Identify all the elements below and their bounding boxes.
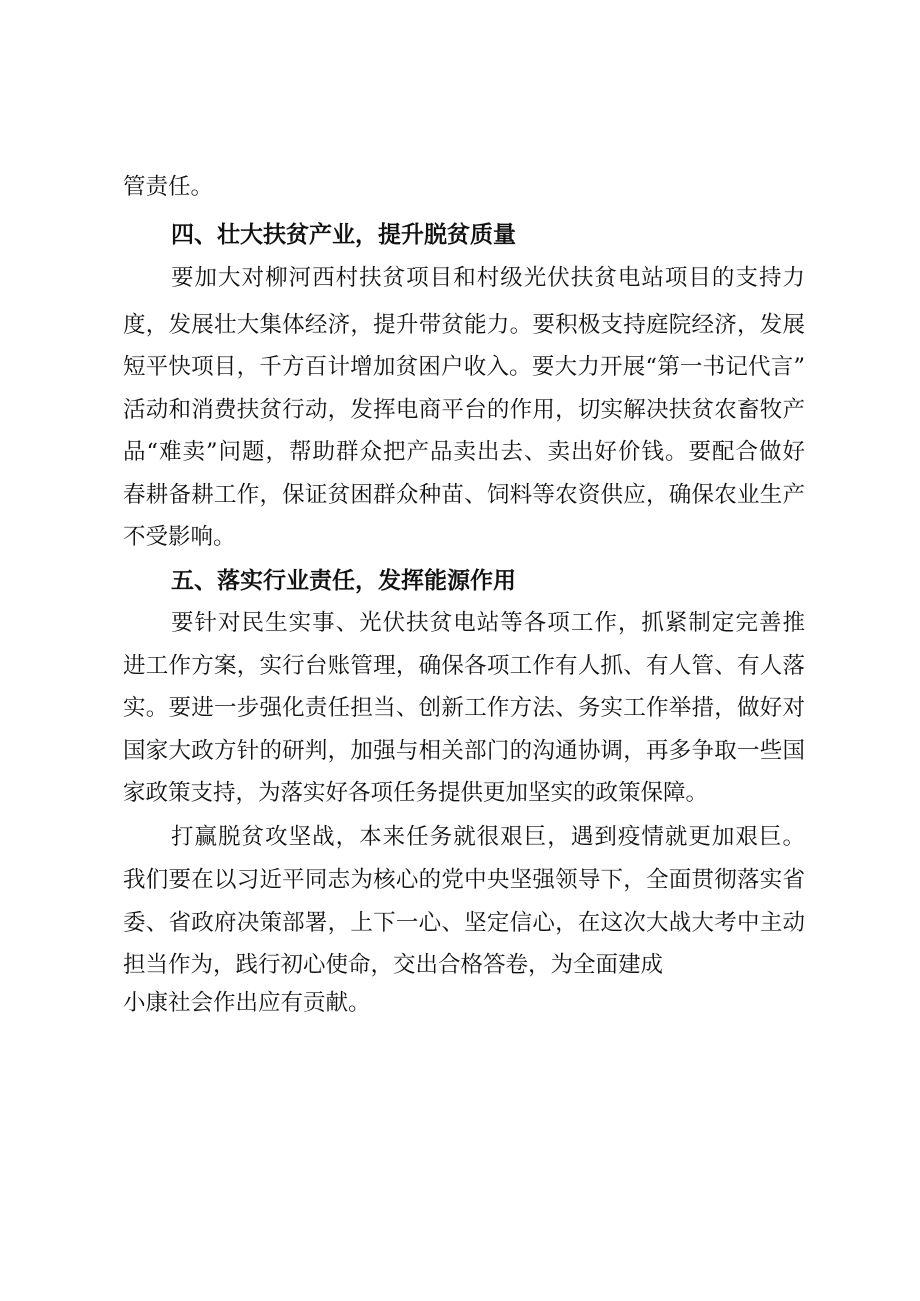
paragraph-line: 要加大对柳河西村扶贫项目和村级光伏扶贫电站项目的支持力 <box>171 265 805 291</box>
paragraph-line: 进工作方案，实行台账管理，确保各项工作有人抓、有人管、有人落 <box>123 653 805 679</box>
carryover-line: 管责任。 <box>123 174 214 200</box>
paragraph-line: 担当作为，践行初心使命，交出合格答卷，为全面建成 <box>123 952 664 978</box>
paragraph-line: 国家大政方针的研判，加强与相关部门的沟通协调，再多争取一些国 <box>123 738 805 764</box>
paragraph-line: 不受影响。 <box>123 524 236 550</box>
paragraph-line: 度，发展壮大集体经济，提升带贫能力。要积极支持庭院经济，发展 <box>123 312 805 338</box>
paragraph-line: 春耕备耕工作，保证贫困群众种苗、饲料等农资供应，确保农业生产 <box>123 482 805 508</box>
paragraph-line: 要针对民生实事、光伏扶贫电站等各项工作，抓紧制定完善推 <box>171 610 805 636</box>
paragraph-line: 委、省政府决策部署，上下一心、坚定信心，在这次大战大考中主动 <box>123 910 805 936</box>
paragraph-line: 活动和消费扶贫行动，发挥电商平台的作用，切实解决扶贫农畜牧产 <box>123 397 805 423</box>
paragraph-line: 品“难卖”问题，帮助群众把产品卖出去、卖出好价钱。要配合做好 <box>123 439 805 465</box>
paragraph-line: 打赢脱贫攻坚战，本来任务就很艰巨，遇到疫情就更加艰巨。 <box>171 824 805 850</box>
paragraph-line: 我们要在以习近平同志为核心的党中央坚强领导下，全面贯彻落实省 <box>123 867 805 893</box>
section-heading-5: 五、落实行业责任，发挥能源作用 <box>171 568 516 594</box>
paragraph-line: 实。要进一步强化责任担当、创新工作方法、务实工作举措，做好对 <box>123 695 805 721</box>
section-heading-4: 四、壮大扶贫产业，提升脱贫质量 <box>171 222 516 248</box>
paragraph-line: 小康社会作出应有贡献。 <box>123 990 371 1016</box>
paragraph-line: 短平快项目，千方百计增加贫困户收入。要大力开展“第一书记代言” <box>123 354 805 380</box>
paragraph-line: 家政策支持，为落实好各项任务提供更加坚实的政策保障。 <box>123 780 709 806</box>
